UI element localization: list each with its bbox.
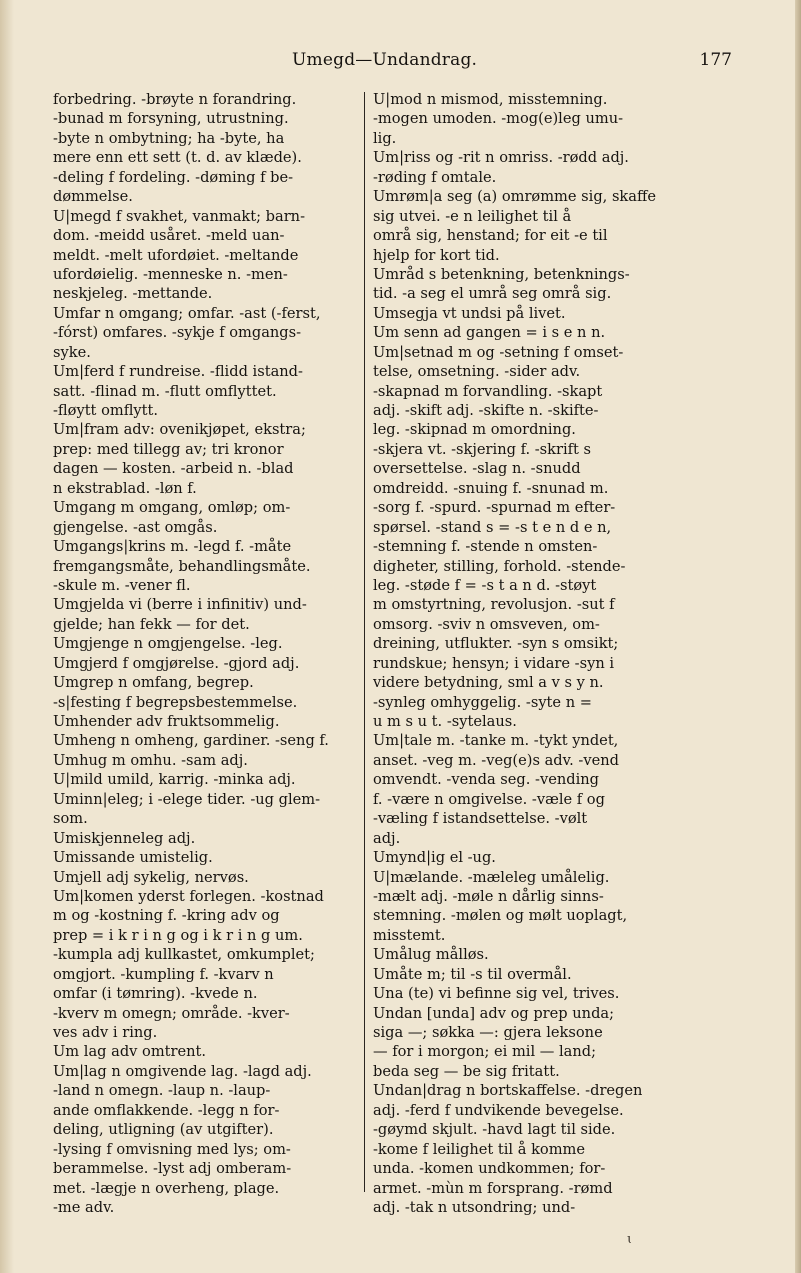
text-line: misstemt. bbox=[373, 926, 446, 944]
text-line: lig. bbox=[373, 129, 397, 147]
text-line: armet. -mùn m forsprang. -rømd bbox=[373, 1179, 613, 1197]
text-line: tid. -a seg el umrå seg områ sig. bbox=[373, 285, 612, 303]
page-gutter-shadow bbox=[0, 0, 14, 1273]
text-line: Una (te) vi befinne sig vel, trives. bbox=[373, 985, 620, 1003]
text-line: -skjera vt. -skjering f. -skrift s bbox=[373, 440, 592, 458]
text-line: Um|fram adv: ovenikjøpet, ekstra; bbox=[53, 421, 306, 439]
text-line: Umgjerd f omgjørelse. -gjord adj. bbox=[53, 654, 300, 672]
text-line: meldt. -melt ufordøiet. -meltande bbox=[53, 246, 299, 264]
text-line: -gøymd skjult. -havd lagt til side. bbox=[373, 1121, 616, 1139]
text-line: -kumpla adj kullkastet, omkumplet; bbox=[53, 946, 315, 964]
text-line: Umrøm|a seg (a) omrømme sig, skaffe bbox=[373, 188, 656, 206]
text-line: -mælt adj. -møle n dårlig sinns- bbox=[373, 887, 604, 905]
text-line: ufordøielig. -menneske n. -men- bbox=[53, 265, 288, 283]
page-edge bbox=[795, 0, 801, 1273]
text-line: Umsegja vt undsi på livet. bbox=[373, 304, 566, 322]
text-line: -deling f fordeling. -døming f be- bbox=[53, 168, 294, 186]
text-line: U|mod n mismod, misstemning. bbox=[373, 91, 608, 108]
text-line: -fórst) omfares. -sykje f omgangs- bbox=[53, 324, 302, 342]
text-line: Umynd|ig el -ug. bbox=[373, 849, 496, 867]
text-line: Umhug m omhu. -sam adj. bbox=[53, 751, 248, 769]
page-number: 177 bbox=[699, 50, 732, 70]
text-line: n ekstrablad. -løn f. bbox=[53, 479, 197, 497]
text-line: Umissande umistelig. bbox=[53, 849, 213, 867]
text-line: prep = i k r i n g og i k r i n g um. bbox=[53, 926, 303, 944]
text-line: rundskue; hensyn; i vidare -syn i bbox=[373, 654, 615, 672]
text-line: gjelde; han fekk — for det. bbox=[53, 615, 250, 633]
text-line: fremgangsmåte, behandlingsmåte. bbox=[53, 557, 311, 575]
text-line: -synleg omhyggelig. -syte n = bbox=[373, 693, 592, 711]
text-line: adj. -tak n utsondring; und- bbox=[373, 1198, 576, 1216]
text-line: Um|lag n omgivende lag. -lagd adj. bbox=[53, 1062, 312, 1080]
text-line: områ sig, henstand; for eit -e til bbox=[373, 227, 608, 245]
text-line: Um|ferd f rundreise. -flidd istand- bbox=[53, 363, 303, 381]
column-divider bbox=[364, 92, 365, 1192]
text-line: adj. bbox=[373, 829, 401, 847]
text-line: Um|riss og -rit n omriss. -rødd adj. bbox=[373, 149, 629, 167]
text-line: omgjort. -kumpling f. -kvarv n bbox=[53, 965, 274, 983]
text-line: -s|festing f begrepsbestemmelse. bbox=[53, 693, 298, 711]
text-line: -kome f leilighet til å komme bbox=[373, 1140, 586, 1158]
text-line: -væling f istandsettelse. -vølt bbox=[373, 810, 588, 828]
text-line: prep: med tillegg av; tri kronor bbox=[53, 440, 284, 458]
text-line: neskjeleg. -mettande. bbox=[53, 285, 213, 303]
text-line: stemning. -mølen og mølt uoplagt, bbox=[373, 907, 628, 925]
right-column bbox=[373, 90, 698, 1217]
text-line: ande omflakkende. -legg n for- bbox=[53, 1101, 280, 1119]
text-line: dømmelse. bbox=[53, 188, 133, 206]
text-line: anset. -veg m. -veg(e)s adv. -vend bbox=[373, 751, 619, 769]
text-line: sig utvei. -e n leilighet til å bbox=[373, 207, 572, 225]
footer-mark: ɩ bbox=[627, 1232, 633, 1247]
text-line: U|mælande. -mæleleg umålelig. bbox=[373, 868, 610, 886]
text-line: spørsel. -stand s = -s t e n d e n, bbox=[373, 518, 612, 536]
text-line: omfar (i tømring). -kvede n. bbox=[53, 985, 258, 1003]
text-line: -bunad m forsyning, utrustning. bbox=[53, 110, 289, 128]
text-line: unda. -komen undkommen; for- bbox=[373, 1160, 606, 1178]
text-line: oversettelse. -slag n. -snudd bbox=[373, 460, 581, 478]
text-line: Undan [unda] adv og prep unda; bbox=[373, 1004, 615, 1022]
text-line: f. -være n omgivelse. -væle f og bbox=[373, 790, 605, 808]
text-line: deling, utligning (av utgifter). bbox=[53, 1121, 274, 1139]
text-line: u m s u t. -sytelaus. bbox=[373, 713, 517, 730]
text-line: Umgang m omgang, omløp; om- bbox=[53, 499, 291, 517]
text-line: omdreidd. -snuing f. -snunad m. bbox=[373, 479, 609, 497]
text-line: leg. -støde f = -s t a n d. -støyt bbox=[373, 576, 597, 594]
text-line: Umråd s betenkning, betenknings- bbox=[373, 265, 630, 283]
text-line: berammelse. -lyst adj omberam- bbox=[53, 1160, 292, 1178]
text-line: Um senn ad gangen = i s e n n. bbox=[373, 324, 606, 342]
text-line: met. -lægje n overheng, plage. bbox=[53, 1179, 280, 1197]
text-line: omvendt. -venda seg. -vending bbox=[373, 771, 599, 789]
text-line: -kverv m omegn; område. -kver- bbox=[53, 1004, 290, 1022]
text-line: Umjell adj sykelig, nervøs. bbox=[53, 868, 249, 886]
text-line: Um|tale m. -tanke m. -tykt yndet, bbox=[373, 732, 619, 750]
text-line: -lysing f omvisning med lys; om- bbox=[53, 1140, 291, 1158]
text-line: omsorg. -sviv n omsveven, om- bbox=[373, 615, 600, 633]
text-line: Um|komen yderst forlegen. -kostnad bbox=[53, 887, 324, 905]
text-line: dom. -meidd usåret. -meld uan- bbox=[53, 227, 285, 245]
text-line: satt. -flinad m. -flutt omflyttet. bbox=[53, 382, 277, 400]
text-line: Umiskjenneleg adj. bbox=[53, 829, 196, 847]
text-line: dreining, utflukter. -syn s omsikt; bbox=[373, 635, 619, 653]
text-line: Umålug målløs. bbox=[373, 946, 489, 964]
text-line: Umgrep n omfang, begrep. bbox=[53, 674, 254, 692]
text-line: -skapnad m forvandling. -skapt bbox=[373, 382, 603, 400]
text-line: leg. -skipnad m omordning. bbox=[373, 421, 576, 439]
text-line: Umhender adv fruktsommelig. bbox=[53, 713, 280, 730]
text-line: mere enn ett sett (t. d. av klæde). bbox=[53, 149, 302, 167]
page-header bbox=[52, 50, 732, 80]
running-head: Umegd—Undandrag. bbox=[292, 50, 478, 70]
text-line: -me adv. bbox=[53, 1198, 115, 1216]
text-line: adj. -ferd f undvikende bevegelse. bbox=[373, 1101, 624, 1119]
text-line: Undan|drag n bortskaffelse. -dregen bbox=[373, 1082, 643, 1100]
text-line: Uminn|eleg; i -elege tider. -ug glem- bbox=[53, 790, 321, 808]
text-line: m omstyrtning, revolusjon. -sut f bbox=[373, 596, 615, 614]
text-line: U|megd f svakhet, vanmakt; barn- bbox=[53, 207, 306, 225]
text-line: dagen — kosten. -arbeid n. -blad bbox=[53, 460, 294, 478]
text-line: forbedring. -brøyte n forandring. bbox=[53, 91, 297, 108]
text-line: U|mild umild, karrig. -minka adj. bbox=[53, 771, 296, 789]
text-line: ves adv i ring. bbox=[53, 1024, 158, 1041]
text-line: — for i morgon; ei mil — land; bbox=[373, 1043, 597, 1061]
text-line: Umåte m; til -s til overmål. bbox=[373, 965, 572, 983]
text-line: hjelp for kort tid. bbox=[373, 246, 500, 264]
text-line: -sorg f. -spurd. -spurnad m efter- bbox=[373, 499, 616, 517]
text-line: adj. -skift adj. -skifte n. -skifte- bbox=[373, 402, 599, 419]
text-line: -fløytt omflytt. bbox=[53, 402, 159, 419]
text-line: Umgangs|krins m. -legd f. -måte bbox=[53, 538, 292, 556]
text-line: -byte n ombytning; ha -byte, ha bbox=[53, 129, 285, 147]
text-line: Um|setnad m og -setning f omset- bbox=[373, 343, 624, 361]
text-line: -skule m. -vener fl. bbox=[53, 576, 191, 594]
text-line: digheter, stilling, forhold. -stende- bbox=[373, 557, 626, 575]
text-line: videre betydning, sml a v s y n. bbox=[373, 674, 604, 692]
text-line: Umgjelda vi (berre i infinitiv) und- bbox=[53, 596, 307, 614]
text-line: siga —; søkka —: gjera leksone bbox=[373, 1024, 603, 1041]
left-column bbox=[53, 90, 361, 1217]
text-line: syke. bbox=[53, 343, 91, 361]
text-line: Umfar n omgang; omfar. -ast (-ferst, bbox=[53, 304, 321, 322]
text-line: -stemning f. -stende n omsten- bbox=[373, 538, 598, 556]
text-line: beda seg — be sig fritatt. bbox=[373, 1062, 560, 1080]
text-line: telse, omsetning. -sider adv. bbox=[373, 363, 581, 381]
text-line: m og -kostning f. -kring adv og bbox=[53, 907, 280, 925]
text-line: som. bbox=[53, 810, 88, 828]
text-line: -mogen umoden. -mog(e)leg umu- bbox=[373, 110, 624, 128]
text-line: -røding f omtale. bbox=[373, 168, 497, 186]
text-line: Umgjenge n omgjengelse. -leg. bbox=[53, 635, 283, 653]
text-line: Umheng n omheng, gardiner. -seng f. bbox=[53, 732, 329, 750]
text-line: Um lag adv omtrent. bbox=[53, 1043, 207, 1061]
text-line: -land n omegn. -laup n. -laup- bbox=[53, 1082, 271, 1100]
text-line: gjengelse. -ast omgås. bbox=[53, 518, 218, 536]
